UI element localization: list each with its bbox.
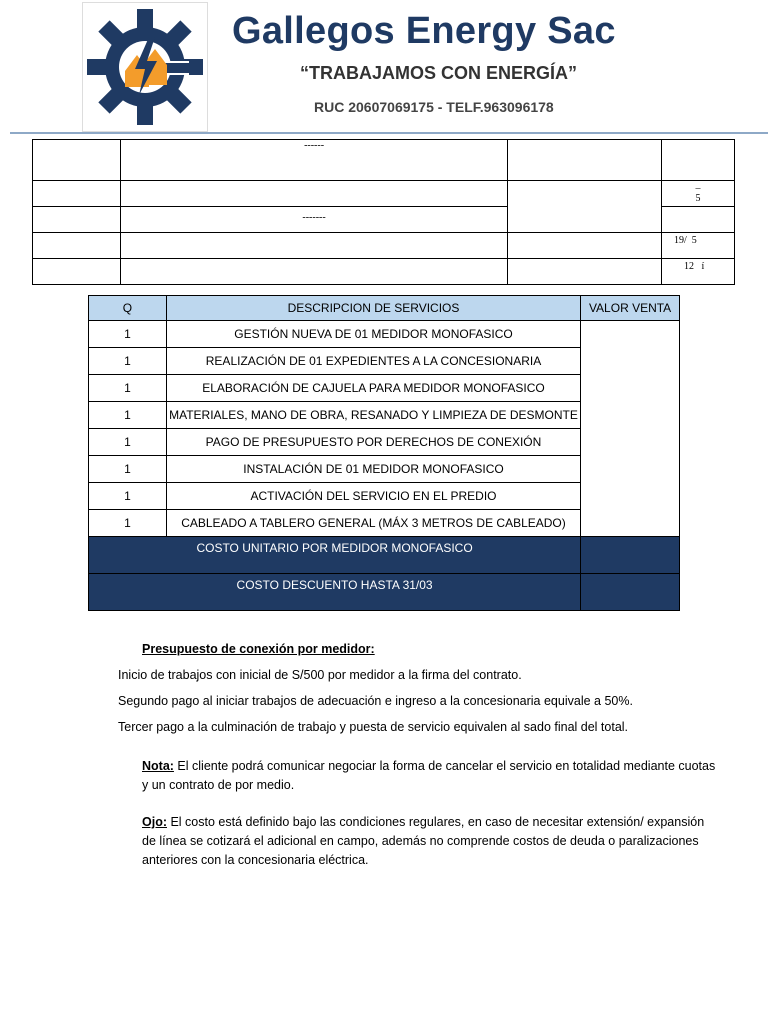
ruc-phone-line: RUC 20607069175 - TELF.963096178: [314, 99, 554, 115]
row-description: MATERIALES, MANO DE OBRA, RESANADO Y LIMPIEZA DE DESMONTE: [166, 402, 580, 429]
info-cell: [33, 207, 121, 233]
info-cell: [508, 259, 662, 285]
row-quantity: 1: [89, 429, 167, 456]
info-cell: [33, 233, 121, 259]
row-description: GESTIÓN NUEVA DE 01 MEDIDOR MONOFASICO: [166, 321, 580, 348]
info-cell: [508, 181, 662, 233]
column-header-q: Q: [89, 296, 167, 321]
row-description: ACTIVACIÓN DEL SERVICIO EN EL PREDIO: [166, 483, 580, 510]
company-logo: [82, 2, 208, 132]
payment-step-2: Segundo pago al iniciar trabajos de adecuación e ingreso a la concesionaria equivale a 50%.: [118, 694, 633, 708]
info-cell: [33, 259, 121, 285]
total-discount-label: COSTO DESCUENTO HASTA 31/03: [89, 574, 581, 611]
notes-heading: Presupuesto de conexión por medidor:: [142, 642, 375, 656]
row-description: INSTALACIÓN DE 01 MEDIDOR MONOFASICO: [166, 456, 580, 483]
nota-label: Nota:: [142, 759, 174, 773]
row-quantity: 1: [89, 321, 167, 348]
column-header-description: DESCRIPCION DE SERVICIOS: [166, 296, 580, 321]
nota-text: El cliente podrá comunicar negociar la forma de cancelar el servicio en totalidad mediante cuotas y un contrato de por medio.: [142, 759, 716, 792]
info-cell: [662, 140, 735, 181]
info-cell: [662, 207, 735, 233]
table-row: [89, 321, 680, 348]
info-cell: [508, 233, 662, 259]
info-cell: [33, 181, 121, 207]
info-cell: [508, 140, 662, 181]
gear-bolt-logo-icon: [83, 3, 207, 131]
row-quantity: 1: [89, 375, 167, 402]
value-cell: [581, 321, 680, 537]
company-name: Gallegos Energy Sac: [232, 10, 616, 52]
info-cell: [33, 140, 121, 181]
row-quantity: 1: [89, 402, 167, 429]
info-cell: ------: [120, 140, 507, 181]
info-cell: [120, 259, 507, 285]
ojo-label: Ojo:: [142, 815, 167, 829]
client-info-table: [32, 139, 735, 285]
info-cell: [120, 181, 507, 207]
info-cell: [120, 233, 507, 259]
ojo-text: El costo está definido bajo las condiciones regulares, en caso de necesitar extensión/ expansión de línea se cotizará el adicional en campo, además no comprende costos de deuda o paralizaciones anteriores con la concesionaria eléctrica.: [142, 815, 705, 867]
header-divider: [10, 132, 768, 134]
nota-paragraph: [142, 757, 718, 795]
letterhead: [0, 0, 768, 140]
info-cell: -------: [120, 207, 507, 233]
payment-step-3: Tercer pago a la culminación de trabajo y puesta de servicio equivalen al sado final del total.: [118, 720, 629, 734]
total-row-discount: [89, 574, 680, 611]
services-table: [88, 295, 680, 611]
total-row-unit: [89, 537, 680, 574]
row-description: REALIZACIÓN DE 01 EXPEDIENTES A LA CONCESIONARIA: [166, 348, 580, 375]
column-header-value: VALOR VENTA: [581, 296, 680, 321]
total-unit-label: COSTO UNITARIO POR MEDIDOR MONOFASICO: [89, 537, 581, 574]
total-unit-value: [581, 537, 680, 574]
row-quantity: 1: [89, 510, 167, 537]
row-quantity: 1: [89, 348, 167, 375]
company-slogan: “TRABAJAMOS CON ENERGÍA”: [300, 63, 578, 83]
row-description: ELABORACIÓN DE CAJUELA PARA MEDIDOR MONOFASICO: [166, 375, 580, 402]
row-quantity: 1: [89, 483, 167, 510]
row-description: PAGO DE PRESUPUESTO POR DERECHOS DE CONEXIÓN: [166, 429, 580, 456]
info-cell: – 5: [662, 181, 735, 207]
ojo-paragraph: [142, 813, 718, 870]
row-quantity: 1: [89, 456, 167, 483]
info-cell: 12 í: [662, 259, 735, 285]
payment-notes: [118, 640, 718, 877]
info-cell: 19/ 5: [662, 233, 735, 259]
total-discount-value: [581, 574, 680, 611]
row-description: CABLEADO A TABLERO GENERAL (MÁX 3 METROS DE CABLEADO): [166, 510, 580, 537]
payment-step-1: Inicio de trabajos con inicial de S/500 por medidor a la firma del contrato.: [118, 668, 522, 682]
